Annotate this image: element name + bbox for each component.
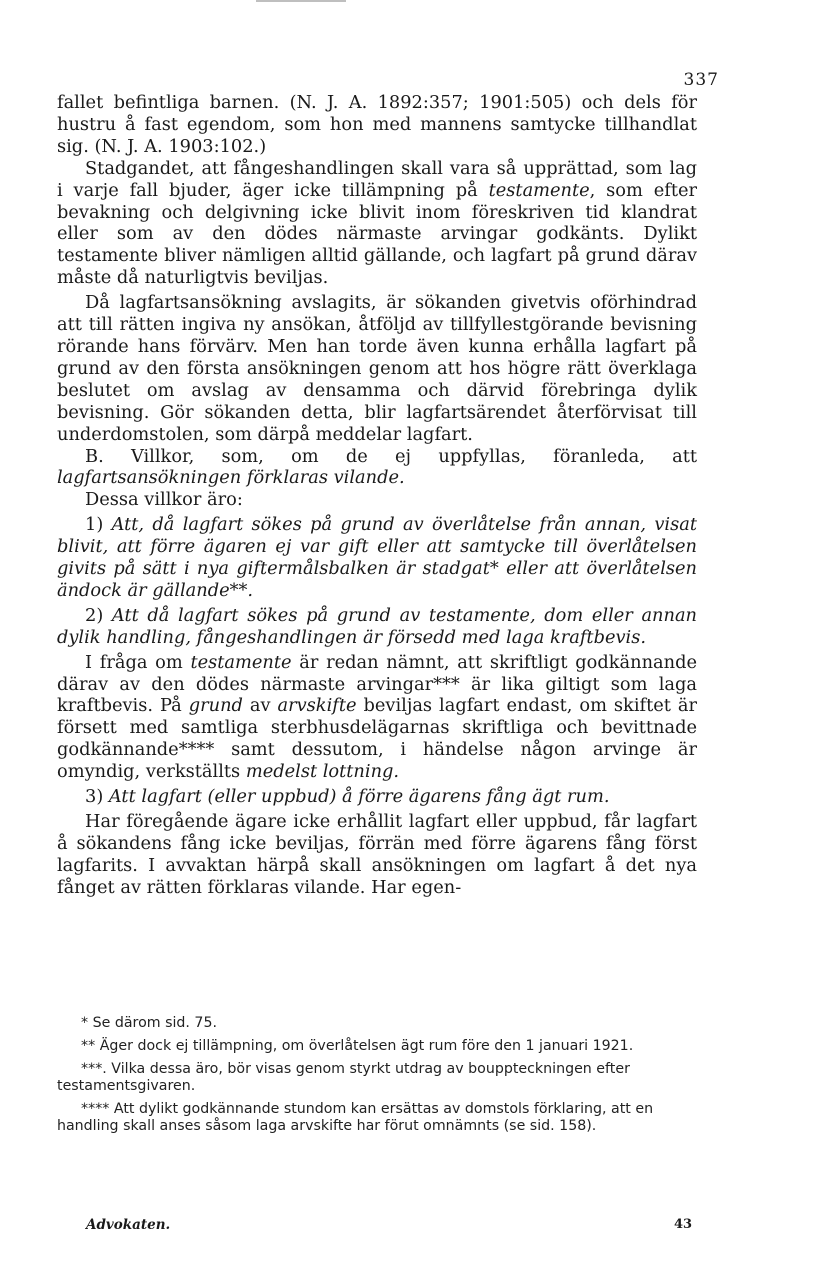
text-run: , som efter bevakning och delgivning icke blivit inom föreskriven tid klandrat eller som av den dödes närmaste arvingar godkänts. Dylikt testamente bliver nämligen alltid gällande, och lagfart på grund därav måste då naturligtvis beviljas.	[57, 179, 697, 289]
footnote-2: ** Äger dock ej tillämpning, om överlåtelsen ägt rum före den 1 januari 1921.	[81, 1038, 634, 1054]
text-run: Då lagfartsansökning avslagits, är sökanden givetvis oförhindrad att till rätten ingiva ny ansökan, åtföljd av tillfyllestgörande bevisning rörande hans förvärv. Men han torde även kunna erhålla lagfart på grund av den första ansökningen genom att hos högre rätt överklaga beslutet om avslag av densamma och därvid förebringa dylik bevisning. Gör sökanden detta, blir lagfartsärendet återförvisat till underdomstolen, som därpå meddelar lagfart.	[57, 292, 697, 445]
text-run: Stadgandet, att fångeshandlingen skall vara så upprättad, som lag i varje fall bjuder, äger icke tillämpning på	[57, 157, 697, 201]
text-run: grund	[188, 695, 243, 717]
top-rule	[256, 0, 346, 2]
journal-name: Advokaten.	[86, 1217, 171, 1233]
text-run: Dessa villkor äro:	[85, 489, 243, 511]
paragraph-3	[57, 292, 697, 445]
paragraph-5	[57, 489, 697, 511]
paragraph-2	[57, 158, 697, 289]
text-run: testamente	[190, 651, 292, 673]
text-run: arvskifte	[277, 695, 357, 717]
text-run: medelst lottning.	[245, 761, 400, 783]
text-run: I fråga om	[85, 651, 191, 673]
text-run: är redan nämnt, att skriftligt godkännande därav av den dödes närmaste arvingar*** är lika giltigt som laga kraftbevis. På	[57, 651, 698, 717]
footnotes	[57, 1015, 697, 1141]
text-run: 1)	[85, 514, 112, 536]
text-run: Att lagfart (eller uppbud) å förre ägarens fång ägt rum.	[108, 786, 610, 808]
footnote-1: * Se därom sid. 75.	[81, 1015, 218, 1031]
paragraph-10	[57, 811, 697, 899]
footnote-4: **** Att dylikt godkännande stundom kan ersättas av domstols förklaring, att en handling skall anses såsom laga arvskifte har förut omnämnts (se sid. 158).	[57, 1101, 654, 1134]
paragraph-9	[57, 786, 697, 808]
text-run: Att då lagfart sökes på grund av testamente, dom eller annan dylik handling, fångeshandlingen är försedd med laga kraftbevis.	[57, 604, 698, 648]
paragraph-7	[57, 605, 697, 649]
paragraph-1	[57, 92, 697, 158]
text-run: testamente	[488, 179, 590, 201]
main-text	[57, 92, 697, 899]
signature-number: 43	[674, 1217, 693, 1232]
paragraph-8	[57, 652, 697, 783]
footnote-3: ***. Vilka dessa äro, bör visas genom styrkt utdrag av bouppteckningen efter testamentsgivaren.	[57, 1061, 630, 1094]
text-run: fallet befintliga barnen. (N. J. A. 1892:357; 1901:505) och dels för hustru å fast egendom, som hon med mannens samtycke tillhandlat sig. (N. J. A. 1903:102.)	[57, 92, 697, 157]
text-run: B. Villkor, som, om de ej uppfyllas, föranleda, att	[85, 445, 697, 467]
text-run: lagfartsansökningen förklaras vilande.	[57, 467, 405, 489]
text-run: 2)	[85, 604, 112, 626]
page-number: 337	[683, 70, 719, 90]
text-run: Att, då lagfart sökes på grund av överlåtelse från annan, visat blivit, att förre ägaren ej var gift eller att samtycke till överlåtelsen givits på sätt i nya giftermålsbalken är stadgat* eller att överlåtelsen ändock är gällande**.	[57, 514, 697, 601]
paragraph-4	[57, 446, 697, 490]
paragraph-6	[57, 514, 697, 602]
text-run: Har föregående ägare icke erhållit lagfart eller uppbud, får lagfart å sökandens fång icke beviljas, förrän med förre ägarens fång först lagfarits. I avvaktan härpå skall ansökningen om lagfart å det nya fånget av rätten förklaras vilande. Har egen-	[57, 811, 697, 898]
text-run: beviljas lagfart endast, om skiftet är försett med samtliga sterbhusdelägarnas skriftliga och bevittnade godkännande**** samt dessutom, i händelse någon arvinge är omyndig, verkställts	[57, 695, 697, 783]
text-run: 3)	[85, 786, 109, 808]
text-run: av	[242, 695, 278, 717]
